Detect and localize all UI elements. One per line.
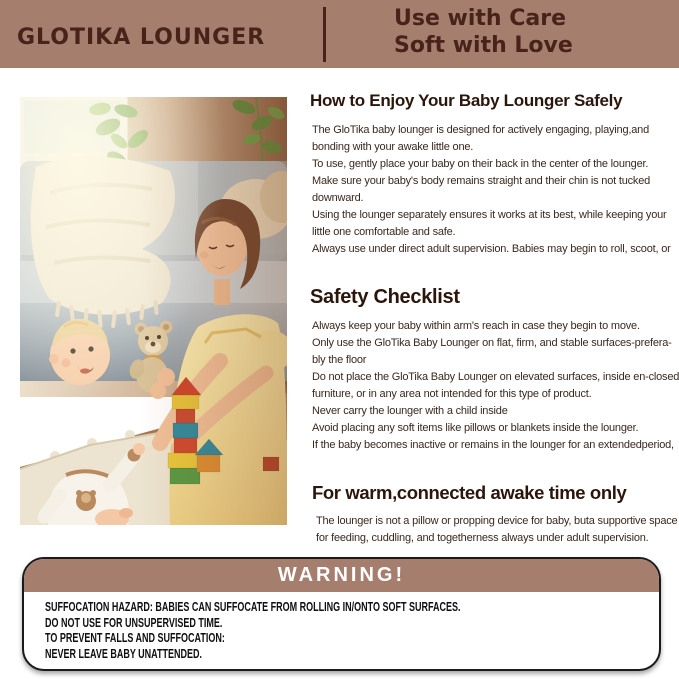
section-body-enjoy-safely xyxy=(312,122,671,258)
section-body-safety-checklist xyxy=(312,318,679,454)
brand-title: GLOTIKA LOUNGER xyxy=(17,25,266,50)
section-heading-safety-checklist: Safety Checklist xyxy=(310,286,460,308)
body-line: bonding with your awake little one. xyxy=(312,141,474,153)
section-heading-awake-time: For warm,connected awake time only xyxy=(312,482,627,503)
body-line: The lounger is not a pillow or propping device for baby, buta supportive space xyxy=(316,515,678,527)
body-line: If the baby becomes inactive or remains in the lounger for an extendedperiod, xyxy=(312,439,674,451)
tagline-line-2: Soft with Love xyxy=(394,33,573,58)
body-line: little one comfortable and safe. xyxy=(312,226,456,238)
body-line: Never carry the lounger with a child inside xyxy=(312,405,508,417)
warning-header-bar xyxy=(24,559,659,592)
body-line: Always keep your baby within arm's reach in case they begin to move. xyxy=(312,320,640,332)
header-divider xyxy=(323,7,326,62)
warning-item: NEVER LEAVE BABY UNATTENDED. xyxy=(45,647,203,662)
body-line: To use, gently place your baby on their back in the center of the lounger. xyxy=(312,158,649,170)
body-line: Do not place the GloTika Baby Lounger on elevated surfaces, inside en-closed xyxy=(312,371,679,383)
warning-title: WARNING! xyxy=(277,564,406,586)
header-band xyxy=(0,0,679,68)
tagline-line-1: Use with Care xyxy=(394,6,567,31)
body-line: Avoid placing any soft items like pillows or blankets inside the lounger. xyxy=(312,422,639,434)
section-heading-enjoy-safely: How to Enjoy Your Baby Lounger Safely xyxy=(310,91,623,110)
warning-item: SUFFOCATION HAZARD: BABIES CAN SUFFOCATE FROM ROLLING IN/ONTO SOFT SURFACES. xyxy=(45,600,461,614)
body-line: downward. xyxy=(312,192,364,204)
warning-list xyxy=(45,600,622,663)
warning-box xyxy=(22,557,661,671)
section-body-awake-time xyxy=(316,513,677,547)
body-line: Make sure your baby's body remains straight and their chin is not tucked xyxy=(312,175,651,187)
body-line: furniture, or in any area not intended for this type of product. xyxy=(312,388,592,400)
warning-item: DO NOT USE FOR UNSUPERVISED TIME. xyxy=(45,615,223,630)
product-photo xyxy=(20,97,287,525)
body-line: Only use the GloTika Baby Lounger on flat, firm, and stable surfaces-prefera- xyxy=(312,337,672,349)
body-line: Always use under direct adult supervision. Babies may begin to roll, scoot, or xyxy=(312,243,671,255)
body-line: Using the lounger separately ensures it works at its best, while keeping your xyxy=(312,209,667,221)
body-line: The GloTika baby lounger is designed for actively engaging, playing,and xyxy=(312,124,649,136)
body-line: bly the floor xyxy=(312,354,367,366)
header-tagline xyxy=(394,5,573,59)
body-line: for feeding, cuddling, and togetherness always under adult supervision. xyxy=(316,532,649,544)
warning-item: TO PREVENT FALLS AND SUFFOCATION: xyxy=(45,631,225,646)
